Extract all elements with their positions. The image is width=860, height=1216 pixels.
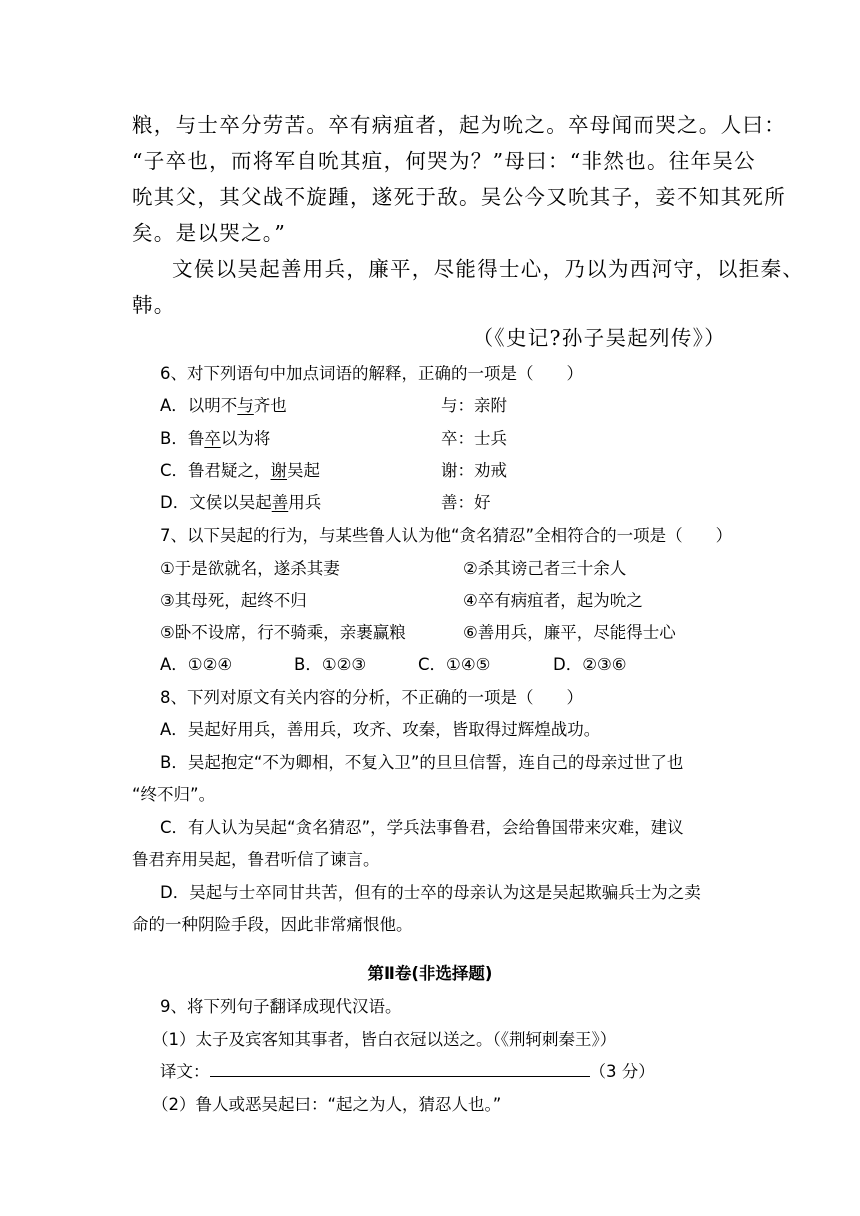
answer-blank[interactable] bbox=[210, 1062, 590, 1077]
q8-option-d-cont: 命的一种阴险手段，因此非常痛恨他。 bbox=[132, 915, 413, 934]
q7-choice-c: C．①④⑤ bbox=[418, 655, 491, 674]
q6-stem: 6、对下列语句中加点词语的解释，正确的一项是（ ） bbox=[160, 364, 583, 383]
passage-line-1: 粮，与士卒分劳苦。卒有病疽者，起为吮之。卒母闻而哭之。人曰： bbox=[132, 113, 786, 137]
q7-choice-a: A．①②④ bbox=[160, 655, 233, 674]
q7-item-1: ①于是欲就名，遂杀其妻 bbox=[160, 559, 340, 578]
q7-item-3: ③其母死，起终不归 bbox=[160, 591, 307, 610]
q6-option-a: A．以明不与齐也 bbox=[160, 396, 287, 415]
passage-line-2: “子卒也，而将军自吮其疽，何哭为？”母曰：“非然也。往年吴公 bbox=[132, 149, 756, 173]
section-title: 第Ⅱ卷(非选择题) bbox=[367, 964, 493, 983]
q6-gloss-a: 与：亲附 bbox=[441, 396, 507, 415]
q8-option-a: A．吴起好用兵，善用兵，攻齐、攻秦，皆取得过辉煌战功。 bbox=[160, 720, 601, 739]
dotted-word: 善 bbox=[271, 493, 289, 512]
dotted-word: 与 bbox=[237, 396, 254, 415]
q7-item-6: ⑥善用兵，廉平，尽能得士心 bbox=[463, 623, 676, 642]
q6-gloss-b: 卒：士兵 bbox=[441, 429, 507, 448]
passage-line-6: 韩。 bbox=[132, 293, 176, 317]
q8-option-d: D．吴起与士卒同甘共苦，但有的士卒的母亲认为这是吴起欺骗兵士为之卖 bbox=[160, 883, 701, 902]
q7-item-4: ④卒有病疽者，起为吮之 bbox=[463, 591, 643, 610]
q9-stem: 9、将下列句子翻译成现代汉语。 bbox=[160, 997, 402, 1016]
q7-stem: 7、以下吴起的行为，与某些鲁人认为他“贪名猜忍”全相符合的一项是（ ） bbox=[160, 526, 733, 545]
passage-line-4: 矣。是以哭之。” bbox=[132, 221, 287, 245]
q8-stem: 8、下列对原文有关内容的分析，不正确的一项是（ ） bbox=[160, 688, 583, 707]
q7-choice-d: D．②③⑥ bbox=[553, 655, 627, 674]
translation-label: 译文： bbox=[160, 1062, 210, 1081]
q9-sub2: （2）鲁人或恶吴起曰：“起之为人，猜忍人也。” bbox=[152, 1095, 502, 1114]
q7-choice-b: B．①②③ bbox=[294, 655, 367, 674]
passage-source: （《史记?孙子吴起列传》） bbox=[472, 326, 726, 350]
passage-line-3: 吮其父，其父战不旋踵，遂死于敌。吴公今又吮其子，妾不知其死所 bbox=[132, 185, 786, 209]
q6-option-d: D．文侯以吴起善用兵 bbox=[160, 493, 322, 512]
score-label: （3 分） bbox=[589, 1062, 655, 1081]
q6-option-c: C．鲁君疑之，谢吴起 bbox=[160, 461, 321, 480]
q8-option-c-cont: 鲁君弃用吴起，鲁君听信了谏言。 bbox=[132, 850, 380, 869]
q8-option-c: C．有人认为吴起“贪名猜忍”，学兵法事鲁君，会给鲁国带来灾难，建议 bbox=[160, 818, 684, 837]
q6-gloss-c: 谢：劝戒 bbox=[441, 461, 507, 480]
q9-sub1: （1）太子及宾客知其事者，皆白衣冠以送之。（《荆轲刺秦王》） bbox=[152, 1030, 617, 1049]
q6-option-b: B．鲁卒以为将 bbox=[160, 429, 271, 448]
q8-option-b-cont: “终不归”。 bbox=[132, 785, 216, 804]
q8-option-b: B．吴起抱定“不为卿相，不复入卫”的旦旦信誓，连自己的母亲过世了也 bbox=[160, 753, 684, 772]
dotted-word: 卒 bbox=[204, 429, 221, 448]
q9-translation-row bbox=[160, 1058, 655, 1082]
dotted-word: 谢 bbox=[270, 461, 288, 480]
q7-item-5: ⑤卧不设席，行不骑乘，亲裹赢粮 bbox=[160, 623, 406, 642]
q6-gloss-d: 善：好 bbox=[441, 493, 491, 512]
passage-line-5: 文侯以吴起善用兵，廉平，尽能得士心，乃以为西河守，以拒秦、 bbox=[172, 257, 805, 281]
q7-item-2: ②杀其谤己者三十余人 bbox=[463, 559, 627, 578]
